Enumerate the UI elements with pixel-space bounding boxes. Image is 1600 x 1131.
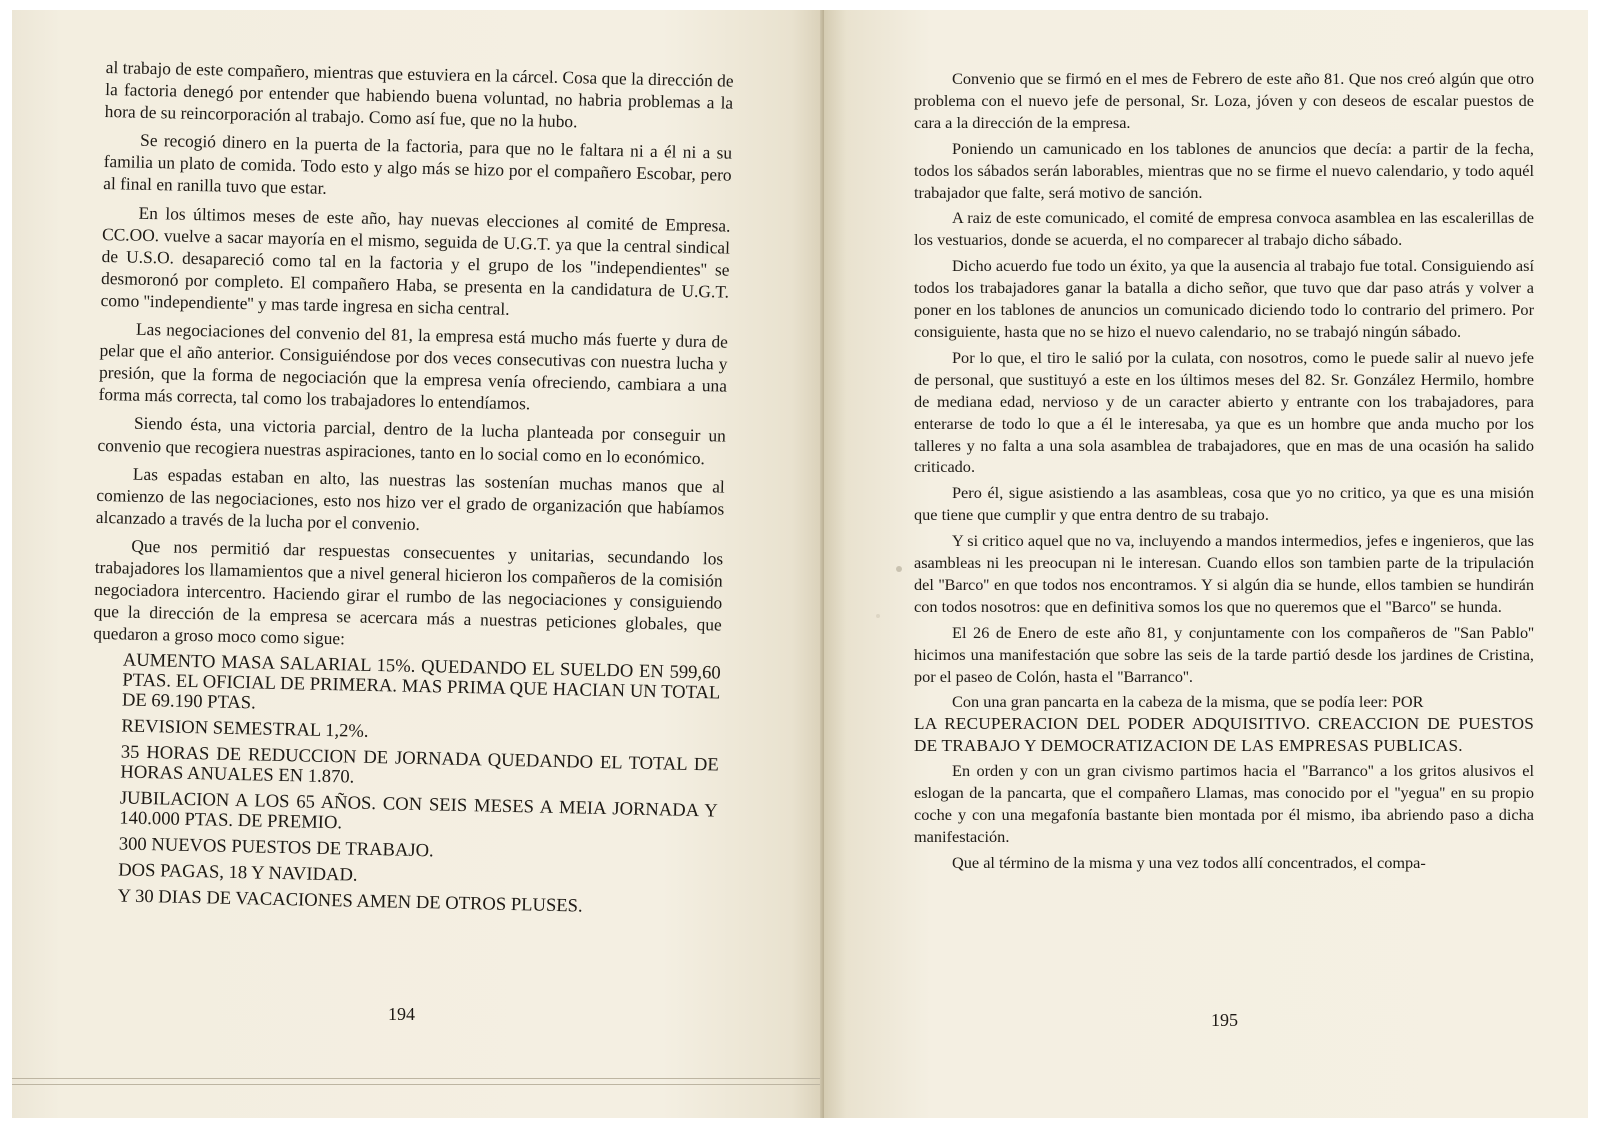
paragraph: Siendo ésta, una victoria parcial, dentro de la lucha planteada por conseguir un convenio que recogiera nuestras aspiraciones, tanto en lo social como en lo económico. [97, 413, 727, 468]
list-item: 35 HORAS DE REDUCCION DE JORNADA QUEDANDO EL TOTAL DE HORAS ANUALES EN 1.870. [120, 741, 719, 788]
paragraph: A raiz de este comunicado, el comité de empresa convoca asamblea en las escalerillas de los vestuarios, donde se acuerda, el no comparecer al trabajo dicho sábado. [914, 208, 1534, 250]
paragraph: En orden y con un gran civismo partimos hacia el ''Barranco'' a los gritos alusivos el eslogan de la pancarta, que el compañero Llamas, mas conocido por el ''yegua'' en su propio coche y con una megafonía bastante bien montada por él mismo, iba abriendo paso a dicha manifestación. [914, 761, 1534, 847]
paragraph: al trabajo de este compañero, mientras que estuviera en la cárcel. Cosa que la dirección de la factoria denegó por entender que habiendo buena voluntad, no habria problemas a la hora de su reincorporación al trabajo. Como así fue, que no la hubo. [104, 56, 734, 132]
agreement-list [87, 650, 720, 920]
list-item: 300 NUEVOS PUESTOS DE TRABAJO. [118, 833, 434, 862]
paragraph: El 26 de Enero de este año 81, y conjuntamente con los compañeros de ''San Pablo'' hicimos una manifestación que sobre las seis de la tarde partió desde los jardines de Cristina, por el paseo de Colón, hasta el ''Barranco''. [914, 622, 1534, 686]
paragraph: Dicho acuerdo fue todo un éxito, ya que la ausencia al trabajo fue total. Consiguiendo así todos los trabajadores ganar la batalla a dicho señor, que tuvo que dar paso atrás y volver a poner en los tablones de anuncios un comunicado diciendo todo lo contrario del primero. Por consiguiente, hasta que no se hizo el nuevo calendario, no se trabajó ningún sábado. [914, 256, 1534, 341]
banner-slogan: LA RECUPERACION DEL PODER ADQUISITIVO. CREACCION DE PUESTOS DE TRABAJO Y DEMOCRATIZACION DE LAS EMPRESAS PUBLICAS. [914, 714, 1534, 755]
right-page-text [914, 68, 1534, 878]
paragraph: Las negociaciones del convenio del 81, la empresa está mucho más fuerte y dura de pelar que el año anterior. Consiguiéndose por dos veces consecutivas con nuestra lucha y presión, que la forma de negociación que la empresa venía ofreciendo, cambiara a una forma más correcta, tal como los trabajadores lo entendíamos. [98, 318, 729, 414]
list-item: JUBILACION A LOS 65 AÑOS. CON SEIS MESES A MEIA JORNADA Y 140.000 PTAS. DE PREMIO. [119, 787, 718, 834]
left-page [12, 10, 824, 1118]
paragraph: Convenio que se firmó en el mes de Febrero de este año 81. Que nos creó algún que otro problema con el nuevo jefe de personal, Sr. Loza, jóven y con deseos de escalar puestos de cara a la dirección de la empresa. [914, 69, 1534, 132]
right-page [824, 10, 1588, 1118]
paper-stain [876, 614, 880, 618]
book-spread [12, 10, 1588, 1118]
paragraph: Que al término de la misma y una vez todos allí concentrados, el compa- [952, 853, 1426, 872]
page-number-left: 194 [388, 1004, 415, 1024]
list-item: DOS PAGAS, 18 Y NAVIDAD. [118, 859, 358, 887]
paragraph: Por lo que, el tiro le salió por la culata, con nosotros, como le puede salir al nuevo jefe de personal, que sustituyó a este en los últimos meses del 82. Sr. González Hermilo, hombre de mediana edad, nervioso y de un caracter abierto y entrante con los trabajadores, para enterarse de todo lo que a él le interesaba, ya que es un hombre que anda mucho por los talleres y no falta a una sola asamblea de trabajadores, que en mas de una ocasión ha salido criticado. [914, 347, 1534, 477]
banner-paragraph [914, 691, 1534, 756]
list-item: REVISION SEMESTRAL 1,2%. [121, 715, 369, 743]
paragraph: Se recogió dinero en la puerta de la factoria, para que no le faltara ni a él ni a su familia un plato de comida. Todo esto y algo más se hizo por el compañero Escobar, pero al final en ranilla tuvo que estar. [103, 130, 733, 199]
paragraph: Pero él, sigue asistiendo a las asambleas, cosa que yo no critico, ya que es una misión que tiene que cumplir y que entra dentro de su trabajo. [914, 483, 1534, 525]
paragraph: Las espadas estaban en alto, las nuestras las sostenían muchas manos que al comienzo de las negociaciones, esto nos hizo ver el grado de organización que habíamos alcanzado a través de la lucha por el convenio. [95, 463, 725, 534]
paper-stain [896, 566, 902, 572]
page-edge-line [12, 1078, 824, 1079]
paragraph: Poniendo un camunicado en los tablones de anuncios que decía: a partir de la fecha, todos los sábados serán laborables, mientras que no se firme el nuevo calendario, y todo aquél trabajador que falte, será motivo de sanción. [914, 138, 1534, 202]
page-number-right: 195 [1211, 1010, 1238, 1030]
paragraph: Que nos permitió dar respuestas consecuentes y unitarias, secundando los trabajadores los llamamientos que a nivel general hicieron los compañeros de la comisión negociadora intercentro. Haciendo girar el rumbo de las negociaciones y consiguiendo que la dirección de la empresa se acercara más a nuestras peticiones globales, que quedaron a groso moco como sigue: [93, 535, 724, 649]
left-page-text [87, 56, 734, 926]
banner-intro: Con una gran pancarta en la cabeza de la misma, que se podía leer: POR [952, 692, 1424, 712]
list-item: AUMENTO MASA SALARIAL 15%. QUEDANDO EL SUELDO EN 599,60 PTAS. EL OFICIAL DE PRIMERA. MAS PRIMA QUE HACIAN UN TOTAL DE 69.190 PTAS. [121, 649, 721, 714]
paragraph: En los últimos meses de este año, hay nuevas elecciones al comité de Empresa. CC.OO. vuelve a sacar mayoría en el mismo, seguida de U.G.T. ya que la central sindical de U.S.O. desapareció como tal en la factoria y el grupo de los ''independientes'' se desmoronó por completo. El compañero Haba, se presenta en la candidatura de U.G.T. como ''independiente'' y mas tarde ingresa en sicha central. [100, 202, 731, 319]
paragraph: Y si critico aquel que no va, incluyendo a mandos intermedios, jefes e ingenieros, que las asambleas ni les preocupan ni le interesan. Cuando ellos son tambien parte de la tripulación del ''Barco'' en que todos nos encontramos. Y si algún dia se hunde, ellos tambien se hundirán con todos nosotros: que en definitiva somos los que no queremos que el ''Barco'' se hunda. [914, 531, 1534, 616]
page-edge-line [12, 1084, 824, 1085]
list-item: Y 30 DIAS DE VACACIONES AMEN DE OTROS PLUSES. [117, 885, 583, 917]
